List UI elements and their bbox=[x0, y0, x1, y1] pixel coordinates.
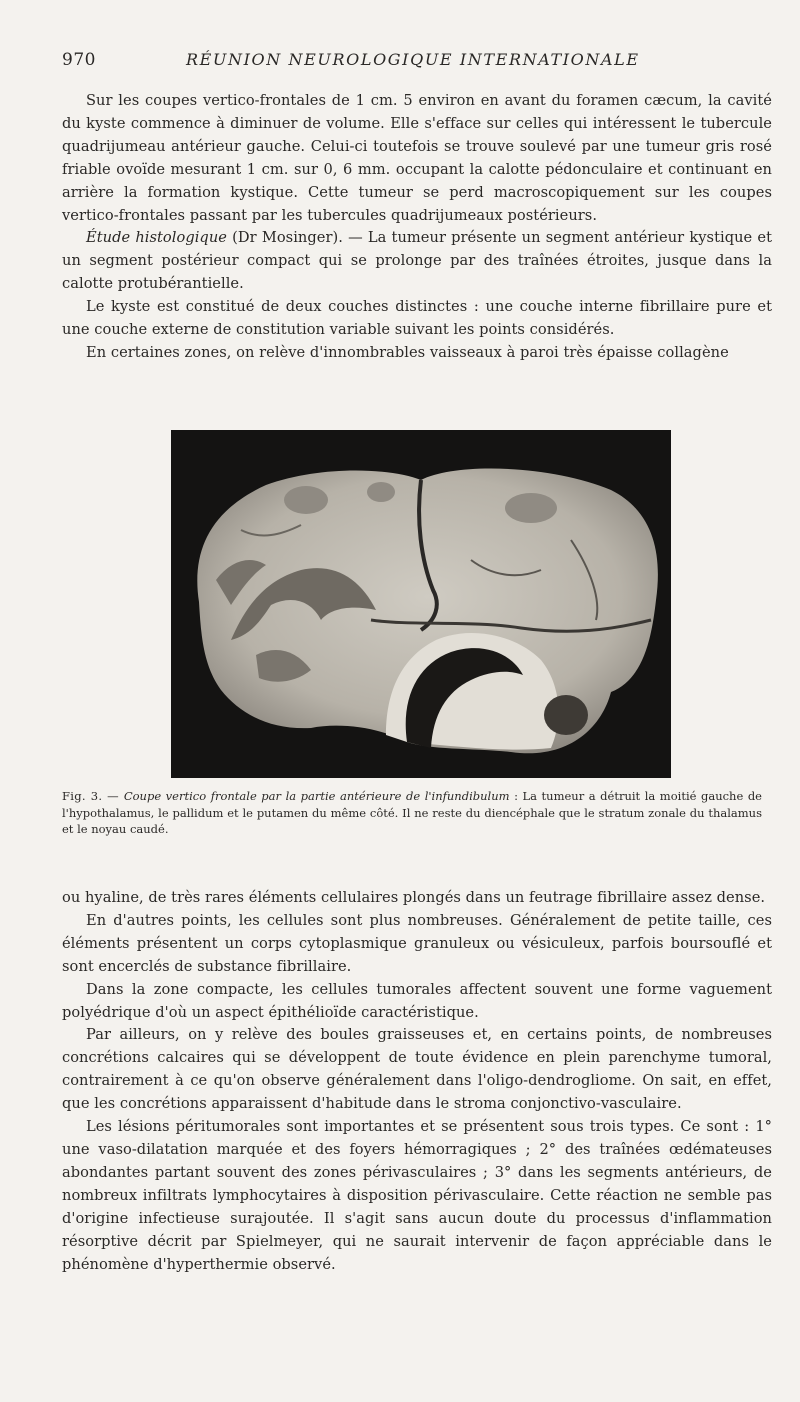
paragraph: ou hyaline, de très rares éléments cellulaires plongés dans un feutrage fibrillaire assez dense. bbox=[62, 889, 766, 906]
paragraph: En d'autres points, les cellules sont plus nombreuses. Généralement de petite taille, ces éléments présentent un corps cytoplasmique granuleux ou vésiculeux, parfois boursouflé et sont encerclés de substance fibrillaire. bbox=[62, 911, 772, 975]
figure-title: Coupe vertico frontale par la partie antérieure de l'infundibulum bbox=[123, 789, 510, 803]
page-number: 970 bbox=[62, 50, 96, 70]
page-header bbox=[62, 50, 652, 74]
figure-caption bbox=[62, 788, 762, 838]
brain-section-image bbox=[171, 430, 671, 778]
text-block-top bbox=[62, 90, 772, 365]
section-heading: Étude histologique bbox=[86, 229, 227, 247]
paragraph: Le kyste est constitué de deux couches distinctes : une couche interne fibrillaire pure et une couche externe de constitution variable suivant les points considérés. bbox=[62, 298, 772, 339]
paragraph: En certaines zones, on relève d'innombrables vaisseaux à paroi très épaisse collagène bbox=[86, 343, 729, 361]
paragraph-text: La tumeur présente un segment antérieur kystique et un segment postérieur compact qui se prolonge par des traînées étroites, jusque dans la calotte protubérantielle. bbox=[62, 229, 773, 293]
paragraph: Par ailleurs, on y relève des boules graisseuses et, en certains points, de nombreuses concrétions calcaires qui se développent de toute évidence en plein parenchyme tumoral, contrairement à ce qu'on observe généralement dans l'oligo-dendrogliome. On sait, en effet, que les concrétions apparaissent d'habitude dans le stroma conjonctivo-vasculaire. bbox=[62, 1026, 772, 1113]
section-author: (Dr Mosinger). — bbox=[226, 229, 368, 247]
figure-brain-section-photo bbox=[171, 430, 671, 778]
text-block-bottom bbox=[62, 887, 772, 1276]
paragraph: Les lésions péritumorales sont importantes et se présentent sous trois types. Ce sont : 1° une vaso-dilatation marquée et des foyers hémorragiques ; 2° des traînées œdémateuses abondantes partant souvent des zones périvasculaires ; 3° dans les segments antérieurs, de nombreux infiltrats lymphocytaires à disposition périvasculaire. Cette réaction ne semble pas d'origine infectieuse surajoutée. Il s'agit sans aucun doute du processus d'inflammation résorptive décrit par Spielmeyer, qui ne saurait intervenir de façon appréciable dans le phénomène d'hyperthermie observé. bbox=[62, 1118, 772, 1273]
figure-label: Fig. 3. — bbox=[62, 789, 124, 803]
running-title: RÉUNION NEUROLOGIQUE INTERNATIONALE bbox=[186, 50, 640, 69]
paragraph: Sur les coupes vertico-frontales de 1 cm. 5 environ en avant du foramen cæcum, la cavité du kyste commence à diminuer de volume. Elle s'efface sur celles qui intéressent le tubercule quadrijumeau antérieur gauche. Celui-ci toutefois se trouve soulevé par une tumeur gris rosé friable ovoïde mesurant 1 cm. sur 0, 6 mm. occupant la calotte pédonculaire et continuant en arrière la formation kystique. Cette tumeur se perd macroscopiquement sur les coupes vertico-frontales passant par les tubercules quadrijumeaux postérieurs. bbox=[62, 92, 772, 224]
paragraph: Dans la zone compacte, les cellules tumorales affectent souvent une forme vaguement polyédrique d'où un aspect épithélioïde caractéristique. bbox=[62, 980, 772, 1021]
figure-caption-text: : La tumeur a détruit la moitié gauche de l'hypothalamus, le pallidum et le putamen du même côté. Il ne reste du diencéphale que le stratum zonale du thalamus et le noyau caudé. bbox=[62, 789, 762, 836]
paragraph-etude bbox=[62, 227, 772, 296]
